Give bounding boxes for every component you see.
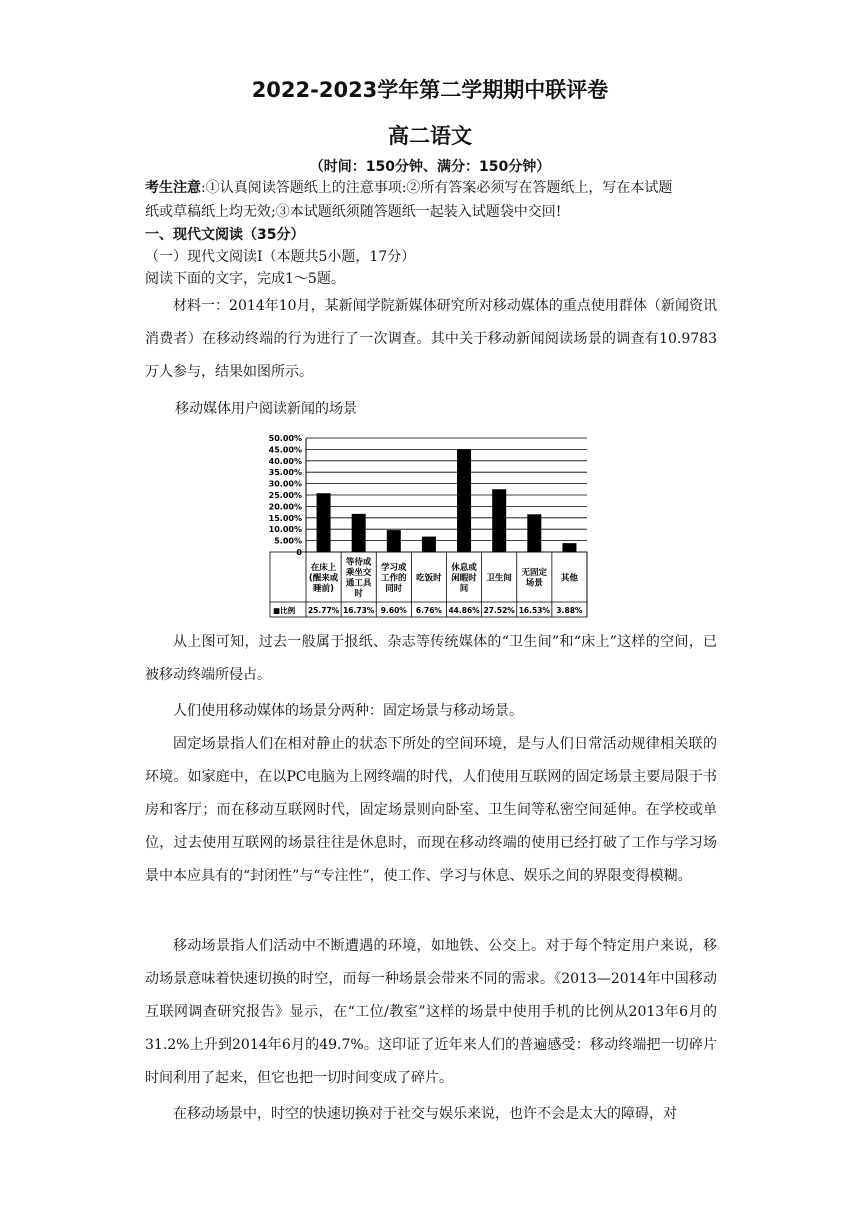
x-category-label: 休息或	[451, 562, 477, 573]
y-tick-label: 10.00%	[268, 525, 302, 535]
x-category-label: 乘坐交	[345, 568, 372, 578]
bar	[562, 543, 576, 552]
notice-line-1	[145, 178, 672, 198]
paragraph-3: 人们使用移动媒体的场景分两种：固定场景与移动场景。	[173, 703, 523, 719]
x-category-label: (醒来或	[308, 573, 339, 584]
x-category-label: 睡前)	[313, 583, 335, 594]
bar	[492, 489, 506, 552]
paragraph-5: 移动场景指人们活动中不断遭遇的环境，如地铁、公交上。对于每个特定用户来说，移动场景意味着快速切换的时空，而每一种场景会带来不同的需求。《2013—2014年中国移动互联网调查研究报告》显示，在“工位/教室”这样的场景中使用手机的比例从2013年6月的31.2%上升到2014年6月的49.7%。这印证了近年来人们的普遍感受：移动终端把一切碎片时间利用了起来，但它也把一切时间变成了碎片。	[145, 938, 717, 1086]
notice-text-1: :①认真阅读答题纸上的注意事项:②所有答案必须写在答题纸上，写在本试题	[201, 180, 673, 196]
data-value-label: 9.60%	[380, 606, 407, 615]
exam-time-info: （时间：150分钟、满分：150分钟）	[309, 159, 551, 175]
bar-chart	[262, 430, 592, 620]
exam-title: 2022-2023学年第二学期期中联评卷	[251, 78, 609, 102]
y-tick-label: 20.00%	[268, 502, 302, 512]
bar	[352, 514, 366, 552]
legend-label: ■比例	[273, 606, 296, 615]
data-value-label: 3.88%	[556, 606, 583, 615]
bar	[387, 530, 401, 552]
chart-title: 移动媒体用户阅读新闻的场景	[175, 401, 357, 417]
x-category-label: 无固定	[521, 568, 548, 578]
data-value-label: 16.53%	[518, 606, 550, 615]
x-category-label: 吃饭时	[416, 573, 442, 584]
y-tick-label: 0	[296, 548, 302, 557]
bar	[422, 537, 436, 552]
data-value-label: 44.86%	[448, 606, 480, 615]
x-category-label: 闲暇时	[451, 573, 477, 584]
x-category-label: 等待或	[345, 557, 372, 568]
paragraph-4: 固定场景指人们在相对静止的状态下所处的空间环境，是与人们日常活动规律相关联的环境。如家庭中，在以PC电脑为上网终端的时代，人们使用互联网的固定场景主要局限于书房和客厅；而在移动互联网时代，固定场景则向卧室、卫生间等私密空间延伸。在学校或单位，过去使用互联网的场景往往是休息时，而现在移动终端的使用已经打破了工作与学习场景中本应具有的“封闭性”与“专注性”，使工作、学习与休息、娱乐之间的界限变得模糊。	[145, 736, 717, 884]
y-tick-label: 30.00%	[268, 479, 302, 489]
y-tick-label: 25.00%	[268, 491, 302, 500]
y-tick-label: 35.00%	[268, 468, 302, 478]
x-category-label: 间	[459, 583, 469, 594]
y-tick-label: 5.00%	[274, 536, 302, 546]
paragraph-6: 在移动场景中，时空的快速切换对于社交与娱乐来说，也许不会是太大的障碍，对	[173, 1106, 677, 1122]
x-category-label: 卫生间	[486, 573, 512, 584]
y-tick-label: 50.00%	[268, 434, 302, 443]
y-tick-label: 15.00%	[268, 513, 302, 523]
bar	[317, 493, 331, 552]
paragraph-material-1: 材料一：2014年10月，某新闻学院新媒体研究所对移动媒体的重点使用群体（新闻资讯消费者）在移动终端的行为进行了一次调查。其中关于移动新闻阅读场景的调查有10.9783万人参与，结果如图所示。	[145, 298, 717, 380]
bar	[457, 450, 471, 552]
x-category-label: 同时	[385, 583, 403, 594]
notice-label: 考生注意	[145, 180, 201, 196]
x-category-label: 时	[354, 589, 363, 599]
x-category-label: 在床上	[310, 562, 337, 573]
exam-subject: 高二语文	[388, 124, 472, 148]
x-category-label: 通工具	[345, 578, 372, 589]
reading-instruction: 阅读下面的文字，完成1～5题。	[145, 271, 345, 287]
x-category-label: 学习或	[381, 562, 407, 573]
sub-section-heading: （一）现代文阅读Ⅰ（本题共5小题，17分）	[145, 249, 416, 265]
notice-line-2: 纸或草稿纸上均无效;③本试题纸须随答题纸一起装入试题袋中交回!	[145, 204, 562, 220]
data-value-label: 6.76%	[415, 606, 442, 615]
data-value-label: 25.77%	[307, 606, 340, 615]
x-category-label: 场景	[525, 578, 543, 589]
y-tick-label: 40.00%	[268, 456, 302, 466]
data-value-label: 27.52%	[483, 606, 515, 615]
data-value-label: 16.73%	[343, 606, 375, 615]
bar	[527, 514, 541, 552]
x-category-label: 工作的	[381, 573, 407, 584]
x-category-label: 其他	[560, 573, 578, 584]
section-heading: 一、现代文阅读（35分）	[145, 227, 305, 243]
paragraph-2: 从上图可知，过去一般属于报纸、杂志等传统媒体的“卫生间”和“床上”这样的空间，已被移动终端所侵占。	[145, 634, 717, 683]
y-tick-label: 45.00%	[268, 445, 302, 455]
